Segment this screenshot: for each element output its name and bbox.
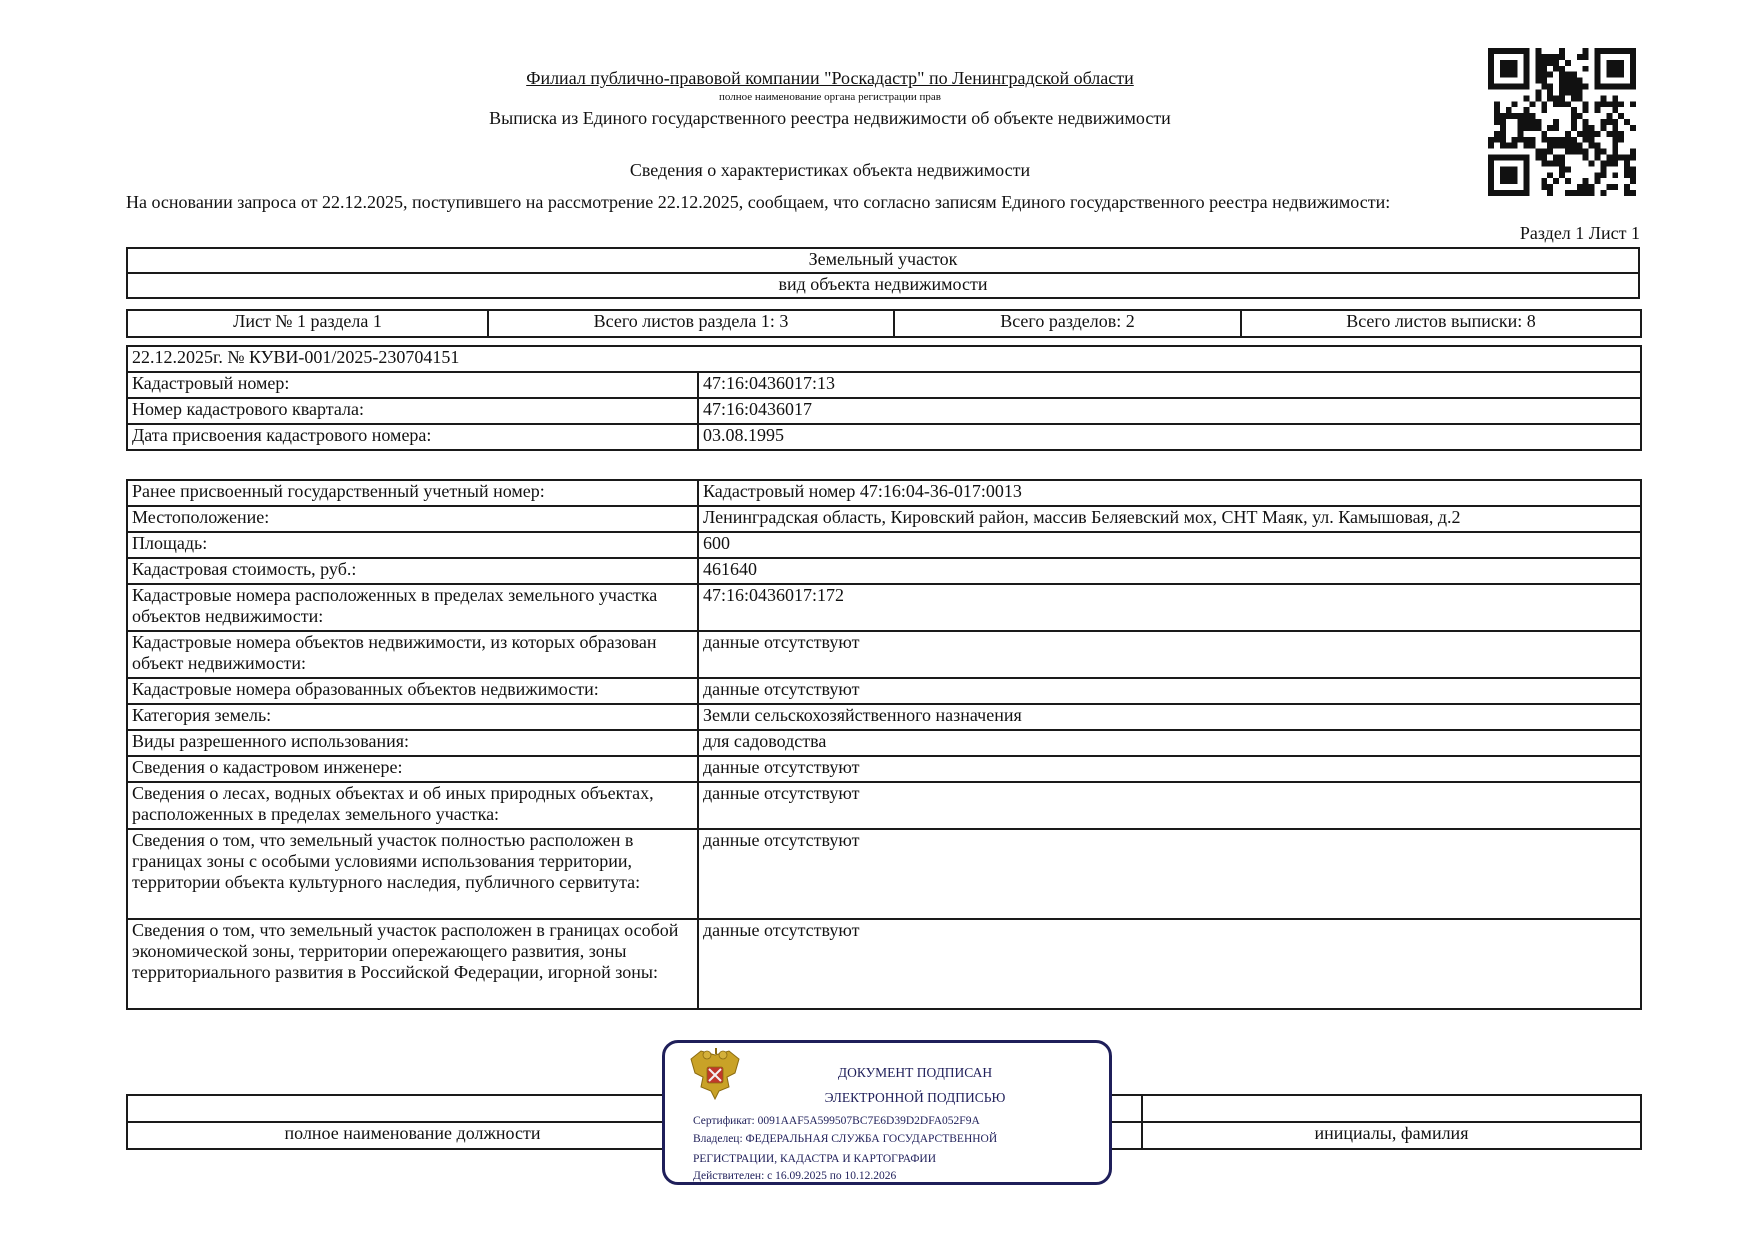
field-value: 47:16:0436017 xyxy=(698,398,1641,424)
object-type-caption: вид объекта недвижимости xyxy=(127,273,1639,298)
field-label: Кадастровые номера образованных объектов недвижимости: xyxy=(127,678,698,704)
table-row xyxy=(127,558,1641,584)
field-label: Дата присвоения кадастрового номера: xyxy=(127,424,698,450)
field-label: Категория земель: xyxy=(127,704,698,730)
field-label: Площадь: xyxy=(127,532,698,558)
table-row xyxy=(127,424,1641,450)
table-row xyxy=(127,678,1641,704)
field-label: Сведения о кадастровом инженере: xyxy=(127,756,698,782)
coat-of-arms-icon xyxy=(689,1047,741,1103)
stamp-title-line2: ЭЛЕКТРОННОЙ ПОДПИСЬЮ xyxy=(824,1090,1006,1105)
qr-code-icon xyxy=(1488,48,1636,196)
object-type-value: Земельный участок xyxy=(127,248,1639,273)
stamp-validity: Действителен: с 16.09.2025 по 10.12.2026 xyxy=(693,1170,897,1182)
field-label: Кадастровая стоимость, руб.: xyxy=(127,558,698,584)
field-value: 461640 xyxy=(698,558,1641,584)
stamp-owner: Владелец: ФЕДЕРАЛЬНАЯ СЛУЖБА ГОСУДАРСТВЕННОЙ xyxy=(693,1133,998,1145)
field-label: Виды разрешенного использования: xyxy=(127,730,698,756)
field-value: данные отсутствуют xyxy=(698,678,1641,704)
sheet-number: Лист № 1 раздела 1 xyxy=(127,310,488,337)
table-row xyxy=(127,919,1641,1009)
table-row xyxy=(127,480,1641,506)
organization-name: Филиал публично-правовой компании "Роскадастр" по Ленинградской области xyxy=(526,68,1134,88)
stamp-certificate: Сертификат: 0091AAF5A599507BC7E6D39D2DFA052F9A xyxy=(693,1115,980,1127)
table-row xyxy=(127,506,1641,532)
field-value: 03.08.1995 xyxy=(698,424,1641,450)
field-value: данные отсутствуют xyxy=(698,631,1641,678)
table-row xyxy=(127,631,1641,678)
field-value: Кадастровый номер 47:16:04-36-017:0013 xyxy=(698,480,1641,506)
object-type-table xyxy=(126,247,1640,299)
field-label: Ранее присвоенный государственный учетный номер: xyxy=(127,480,698,506)
field-value: данные отсутствуют xyxy=(698,919,1641,1009)
field-label: Сведения о том, что земельный участок расположен в границах особой экономической зоны, территории опережающего развития, зоны территориального развития в Российской Федерации, игорной зоны: xyxy=(127,919,698,1009)
total-sheets-section: Всего листов раздела 1: 3 xyxy=(488,310,894,337)
organization-caption: полное наименование органа регистрации прав xyxy=(719,91,941,103)
extract-date-number: 22.12.2025г. № КУВИ-001/2025-230704151 xyxy=(127,346,1641,372)
field-value: данные отсутствуют xyxy=(698,829,1641,919)
table-row xyxy=(127,398,1641,424)
position-field xyxy=(127,1095,698,1122)
sheets-info-table xyxy=(126,309,1642,338)
position-caption: полное наименование должности xyxy=(127,1122,698,1149)
stamp-title-line1: ДОКУМЕНТ ПОДПИСАН xyxy=(837,1065,993,1080)
table-row xyxy=(127,782,1641,829)
field-label: Сведения о лесах, водных объектах и об иных природных объектах, расположенных в пределах земельного участка: xyxy=(127,782,698,829)
name-field xyxy=(1142,1095,1641,1122)
field-value: данные отсутствуют xyxy=(698,756,1641,782)
electronic-signature-stamp xyxy=(662,1040,1112,1185)
table-row xyxy=(127,730,1641,756)
stamp-owner-continued: РЕГИСТРАЦИИ, КАДАСТРА И КАРТОГРАФИИ xyxy=(693,1153,937,1165)
table-row xyxy=(127,704,1641,730)
table-row xyxy=(127,532,1641,558)
table-row xyxy=(127,756,1641,782)
field-value: Земли сельскохозяйственного назначения xyxy=(698,704,1641,730)
field-value: 47:16:0436017:13 xyxy=(698,372,1641,398)
total-sections: Всего разделов: 2 xyxy=(894,310,1241,337)
field-label: Местоположение: xyxy=(127,506,698,532)
field-value: 47:16:0436017:172 xyxy=(698,584,1641,631)
table-row xyxy=(127,829,1641,919)
table-row xyxy=(127,372,1641,398)
field-label: Сведения о том, что земельный участок полностью расположен в границах зоны с особыми условиями использования территории, территории объекта культурного наследия, публичного сервитута: xyxy=(127,829,698,919)
document-title: Выписка из Единого государственного реестра недвижимости об объекте недвижимости xyxy=(489,108,1171,128)
name-caption: инициалы, фамилия xyxy=(1142,1122,1641,1149)
field-value: данные отсутствуют xyxy=(698,782,1641,829)
sheet-reference: Раздел 1 Лист 1 xyxy=(1519,223,1640,243)
section-heading: Сведения о характеристиках объекта недвижимости xyxy=(629,160,1031,180)
field-label: Кадастровый номер: xyxy=(127,372,698,398)
table-row xyxy=(127,584,1641,631)
total-sheets-extract: Всего листов выписки: 8 xyxy=(1241,310,1641,337)
field-value: Ленинградская область, Кировский район, массив Беляевский мох, СНТ Маяк, ул. Камышовая, д.2 xyxy=(698,506,1641,532)
request-line: На основании запроса от 22.12.2025, поступившего на рассмотрение 22.12.2025, сообщаем, что согласно записям Единого государственного реестра недвижимости: xyxy=(126,192,1391,212)
field-label: Номер кадастрового квартала: xyxy=(127,398,698,424)
field-value: 600 xyxy=(698,532,1641,558)
field-label: Кадастровые номера объектов недвижимости, из которых образован объект недвижимости: xyxy=(127,631,698,678)
main-info-table xyxy=(126,345,1642,451)
field-value: для садоводства xyxy=(698,730,1641,756)
field-label: Кадастровые номера расположенных в пределах земельного участка объектов недвижимости: xyxy=(127,584,698,631)
details-table xyxy=(126,479,1642,1010)
